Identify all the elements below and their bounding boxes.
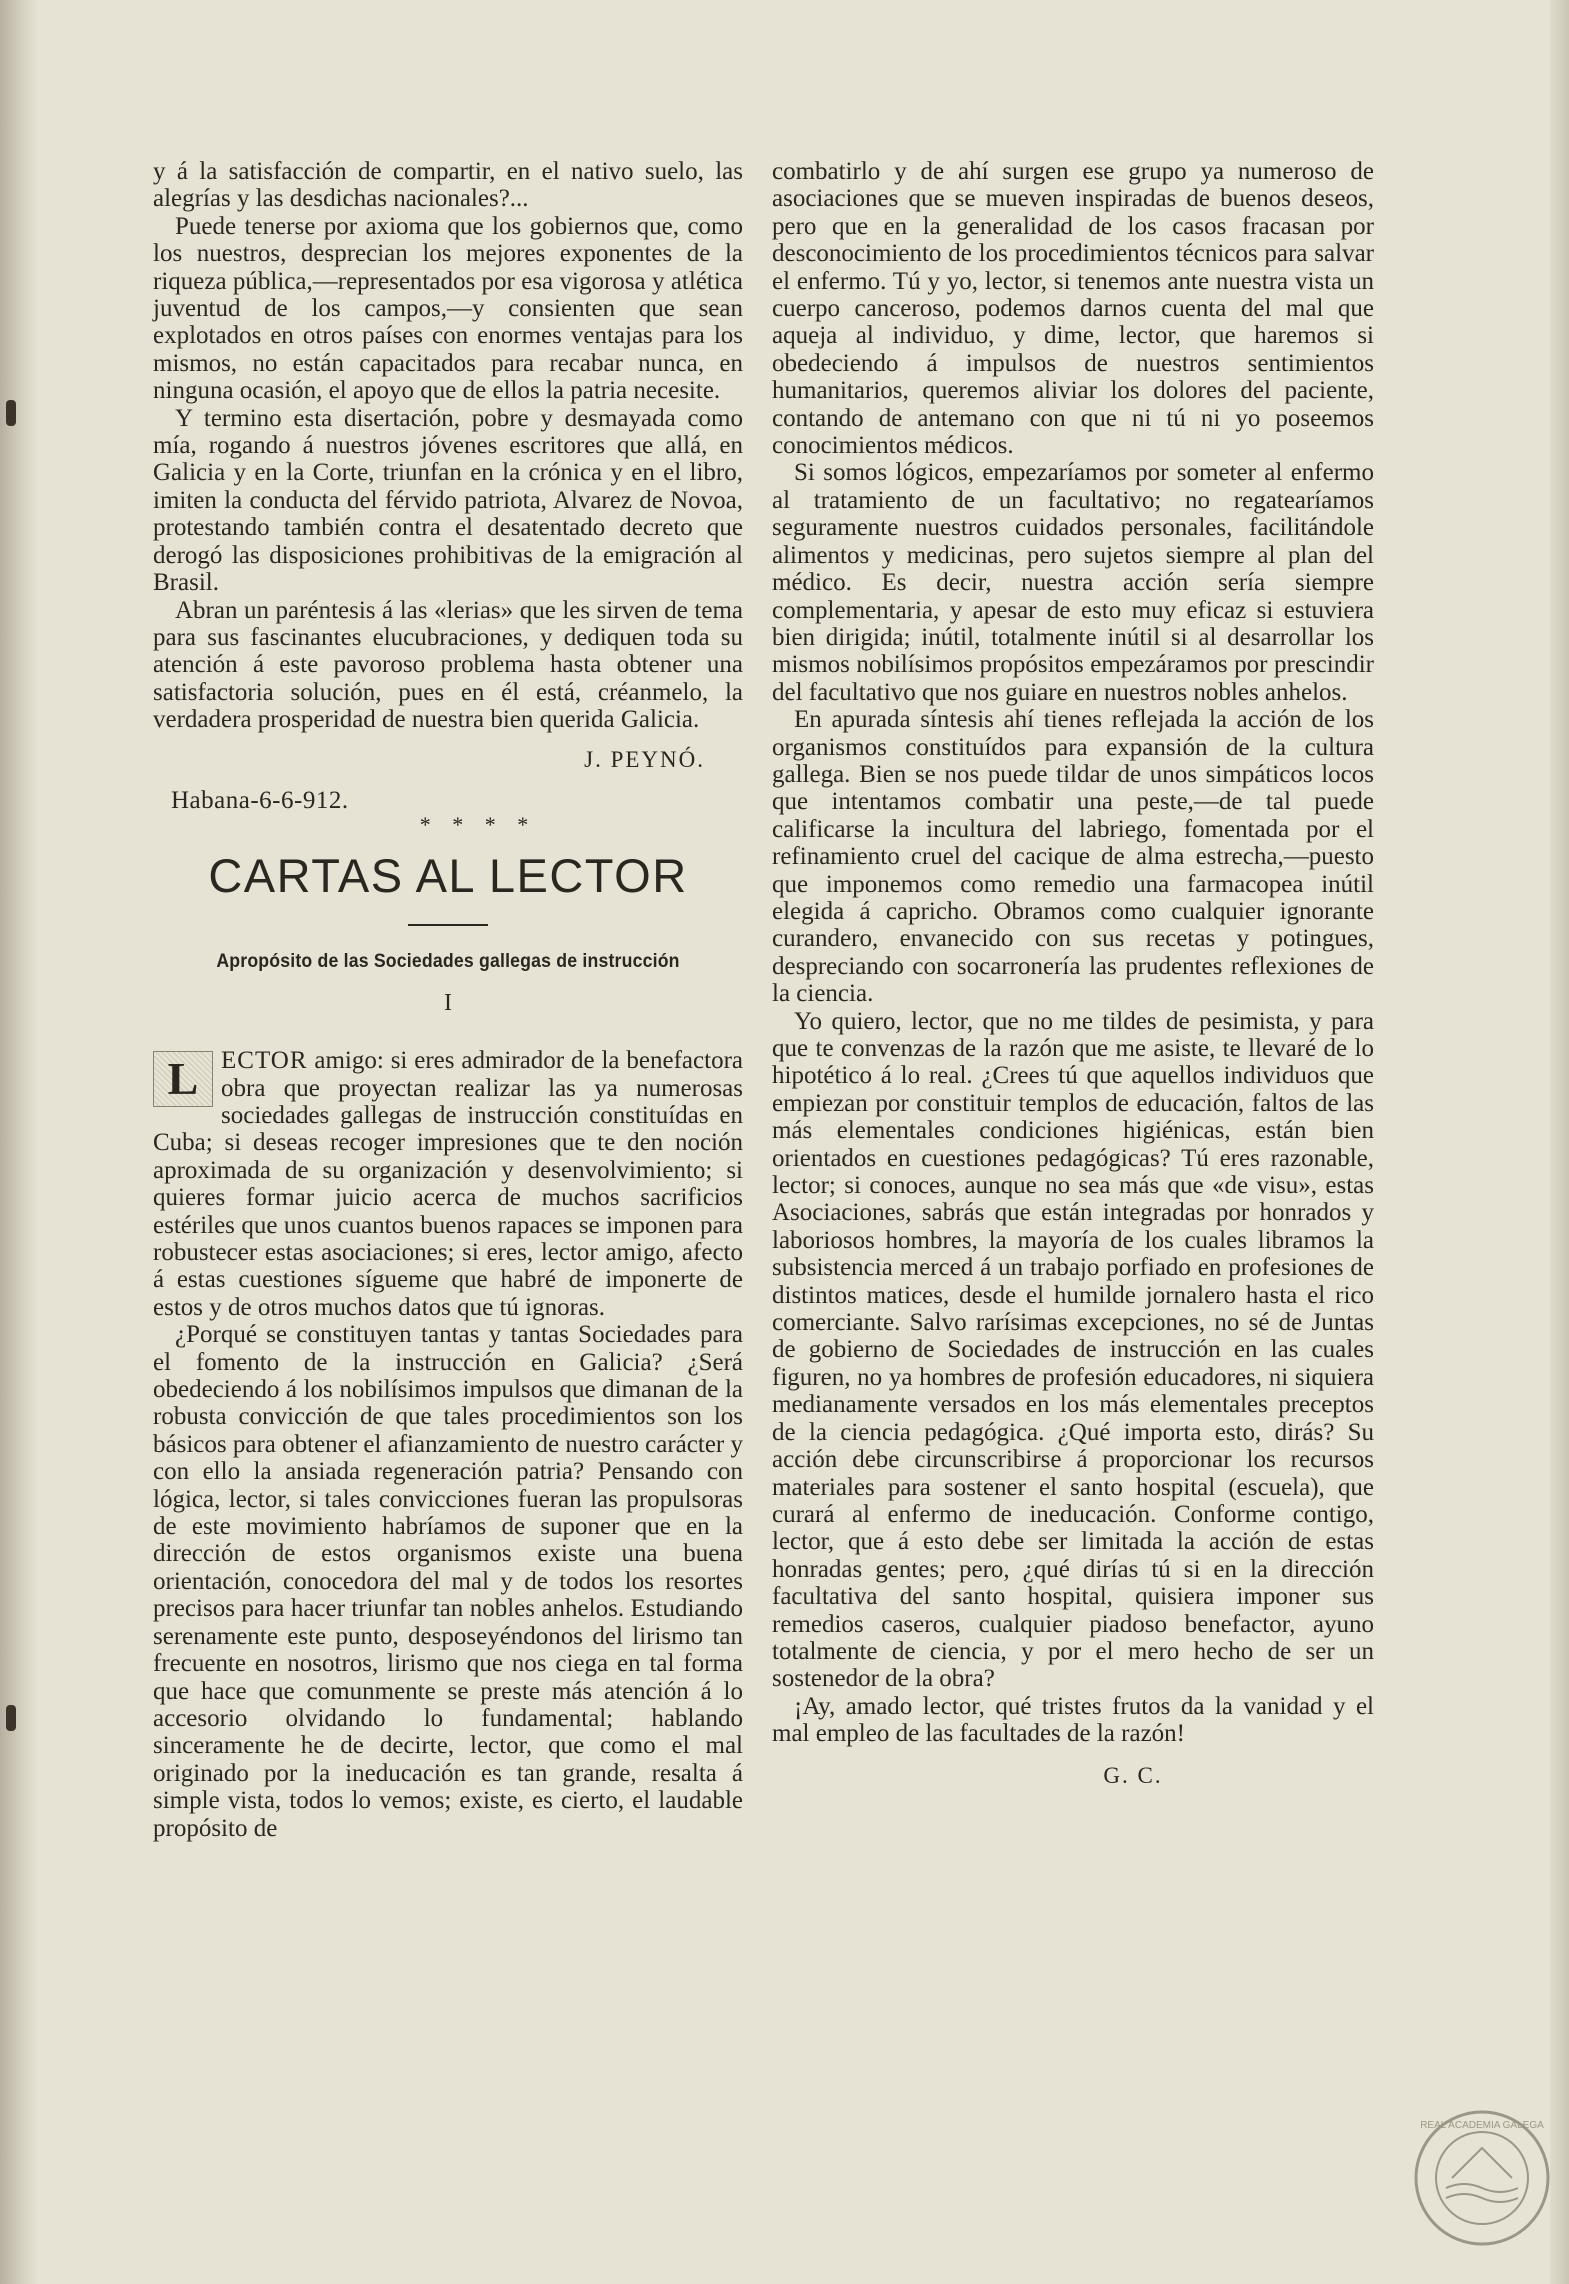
paragraph: Abran un paréntesis á las «lerias» que les sirven de tema para sus fascinantes elucubraciones, y dediquen toda su atención á este pavoroso problema hasta obtener una satisfactoria solución, pues en él está, créanmelo, la verdadera prosperidad de nuestra bien querida Galicia. [153,596,743,734]
paragraph: Yo quiero, lector, que no me tildes de pesimista, y para que te convenzas de la razón que me asiste, te llevaré de lo hipotético á lo real. ¿Crees tú que aquellos individuos que empiezan por constituir templos de educación, faltos de las más elementales condiciones higiénicas, están bien orientados en cuestiones pedagógicas? Tú eres razonable, lector; si conoces, aunque no sea más que «de visu», estas Asociaciones, sabrás que están integradas por honrados y laboriosos hombres, la mayoría de los cuales libramos la subsistencia merced á un trabajo porfiado en profesiones de distintos matices, desde el humilde jornalero hasta el rico comerciante. Salvo rarísimas excepciones, no sé de Juntas de gobierno de Sociedades de instrucción en las cuales figuren, no ya hombres de profesión educadores, ni siquiera medianamente versados en los más elementales preceptos de la ciencia pedagógica. ¿Qué importa esto, dirás? Su acción debe circunscribirse á proporcionar los recursos materiales para sostener el santo hospital (escuela), que curará al enfermo de ineducación. Conforme contigo, lector, que á esto debe ser limitada la acción de estas honradas gentes; pero, ¿qué dirías tú si en la dirección facultativa del santo hospital, quisiera imponer sus remedios caseros, cualquier piadoso benefactor, ayuno totalmente de ciencia, y por el mero hecho de ser un sostenedor de la obra? [772,1007,1374,1693]
paragraph: ¿Porqué se constituyen tantas y tantas Sociedades para el fomento de la instrucción en Galicia? ¿Será obedeciendo á los nobilísimos impulsos que dimanan de la robusta convicción de que tales procedimientos son los básicos para obtener el afianzamiento de nuestro carácter y con ello la ansiada regeneración patria? Pensando con lógica, lector, si tales convicciones fueran las propulsoras de este movimiento habríamos de suponer que en la dirección de estos organismos existe una buena orientación, conocedora del mal y de todos los resortes precisos para hacer triunfar tan nobles anhelos. Estudiando serenamente este punto, desposeyéndonos del lirismo tan frecuente en nosotros, lirismo que nos ciega en tal forma que hace que comunmente se preste más atención á lo accesorio olvidando lo fundamental; hablando sinceramente he de decirte, lector, que como el mal originado por la ineducación es tan grande, resalta á simple vista, todos lo vemos; existe, es cierto, el laudable propósito de [153,1321,743,1842]
binding-hole [6,400,16,426]
section-separator: * * * * [419,812,537,838]
paragraph: Y termino esta disertación, pobre y desmayada como mía, rogando á nuestros jóvenes escritores que allá, en Galicia y en la Corte, triunfan en la crónica y en el libro, imiten la conducta del férvido patriota, Alvarez de Novoa, protestando también contra el desatentado decreto que derogó las disposiciones prohibitivas de la emigración al Brasil. [153,404,743,597]
article-subheadline: Apropósito de las Sociedades gallegas de instrucción [216,951,680,973]
left-column [153,158,743,1842]
author-signature: G. C. [1103,1762,1163,1788]
svg-text:REAL ACADEMIA GALEGA: REAL ACADEMIA GALEGA [1420,2120,1544,2131]
paragraph: ¡Ay, amado lector, qué tristes frutos da la vanidad y el mal empleo de las facultades de la razón! [772,1692,1374,1748]
paragraph: Si somos lógicos, empezaríamos por someter al enfermo al tratamiento de un facultativo; no regatearíamos seguramente nuestros cuidados personales, facilitándole alimentos y medicinas, pero sujetos siempre al plan del médico. Es decir, nuestra acción sería siempre complementaria, y apesar de esto muy eficaz si estuviera bien dirigida; inútil, totalmente inútil si al desarrollar los mismos nobilísimos propósitos empezáramos por prescindir del facultativo que nos guiare en nuestros nobles anhelos. [772,459,1374,706]
headline-rule [408,924,488,926]
paragraph: combatirlo y de ahí surgen ese grupo ya numeroso de asociaciones que se mueven inspiradas de buenos deseos, pero que en la generalidad de los casos fracasan por desconocimiento de los procedimientos técnicos para salvar el enfermo. Tú y yo, lector, si tenemos ante nuestra vista un cuerpo canceroso, podemos darnos cuenta del mal que aqueja al individuo, y dime, lector, que haremos si obedeciendo á impulsos de nuestros sentimientos humanitarios, queremos aliviar los dolores del paciente, contando de antemano con que ni tú ni yo poseemos conocimientos médicos. [772,158,1374,460]
section-number: I [444,989,452,1016]
right-column [772,158,1374,1789]
dateline: Habana-6-6-912. [171,786,349,814]
drop-cap: L [153,1051,213,1107]
academy-seal-stamp [1412,2108,1552,2248]
paragraph-text: amigo: si eres admirador de la benefactora obra que proyectan realizar las ya numerosas sociedades gallegas de instrucción constituídas en Cuba; si deseas recoger impresiones que te den noción aproximada de su organización y desenvolvimiento; si quieres formar juicio acerca de muchos sacrificios estériles que unos cuantos buenos rapaces se imponen para robustecer estas asociaciones; si eres, lector amigo, afecto á estas cuestiones sígueme que habré de imponerte de estos y de otros muchos datos que tú ignoras. [153,1047,743,1321]
paragraph: En apurada síntesis ahí tienes reflejada la acción de los organismos constituídos para expansión de la cultura gallega. Bien se nos puede tildar de unos simpáticos locos que intentamos combatir una peste,—de tal puede calificarse la incultura del labriego, fomentada por el refinamiento cruel del cacique de alma estrecha,—puesto que imponemos como remedio una farmacopea inútil elegida á capricho. Obramos como cualquier ignorante curandero, envanecido con sus recetas y potingues, despreciando con socarronería las prudentes reflexiones de la ciencia. [772,706,1374,1008]
article-headline: CARTAS AL LECTOR [208,849,688,903]
paragraph [153,1047,743,1321]
binding-hole [6,1705,16,1731]
page-binding-edge [0,0,40,2284]
paragraph: y á la satisfacción de compartir, en el nativo suelo, las alegrías y las desdichas nacionales?... [153,158,743,213]
page-right-edge [1550,0,1569,2284]
lead-word: ECTOR [221,1047,308,1075]
paragraph: Puede tenerse por axioma que los gobiernos que, como los nuestros, desprecian los mejores exponentes de la riqueza pública,—representados por esa vigorosa y atlética juventud de los campos,—y consienten que sean explotados en otros países con enormes ventajas para los mismos, no están capacitados para recabar nunca, en ninguna ocasión, el apoyo que de ellos la patria necesite. [153,212,743,405]
author-signature: J. PEYNÓ. [584,746,705,772]
